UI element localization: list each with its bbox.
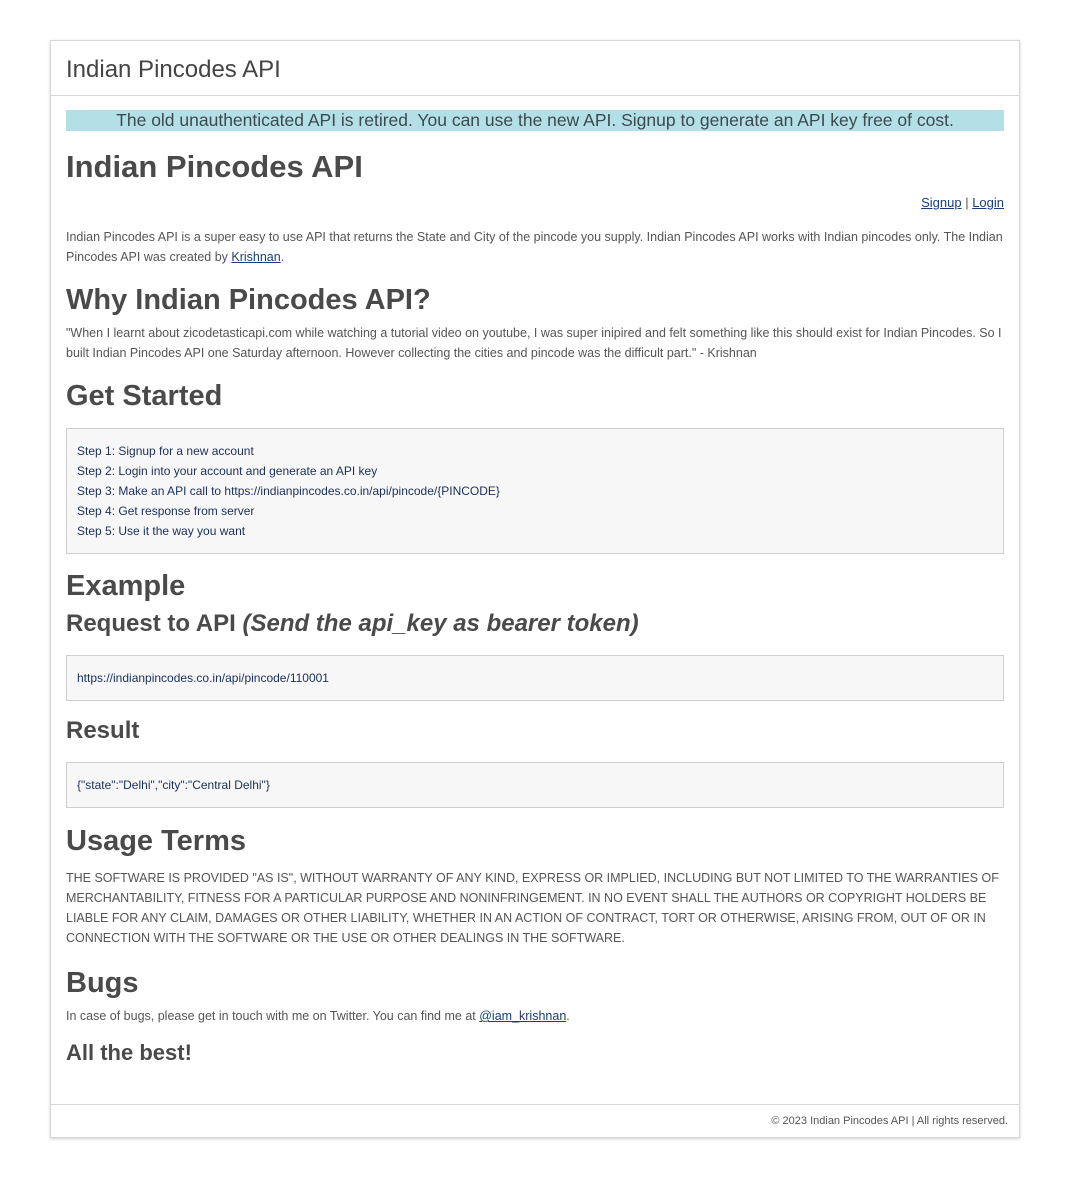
intro-paragraph [66,227,1004,267]
author-link[interactable]: Krishnan [231,250,281,264]
step-item: Step 4: Get response from server [77,504,255,518]
signup-link[interactable]: Signup [921,195,962,210]
steps-box [66,428,1004,554]
footer [51,1104,1019,1137]
get-started-heading: Get Started [66,380,223,412]
copyright-text: © 2023 Indian Pincodes API | All rights reserved. [771,1115,1008,1127]
step-item: Step 2: Login into your account and generate an API key [77,464,378,478]
request-url: https://indianpincodes.co.in/api/pincode/110001 [77,671,329,685]
intro-text: Indian Pincodes API is a super easy to use API that returns the State and City of the pincode you supply. Indian Pincodes API works with Indian pincodes only. The Indian Pincodes API was created by [66,230,1003,264]
request-box [66,655,1004,701]
result-heading: Result [66,717,140,744]
result-json: {"state":"Delhi","city":"Central Delhi"} [77,778,270,792]
bugs-heading: Bugs [66,967,139,999]
why-quote: "When I learnt about zicodetasticapi.com while watching a tutorial video on youtube, I was super inipired and felt something like this should exist for Indian Pincodes. So I built Indian Pincodes API one Saturday afternoon. However collecting the cities and pincode was the difficult part." - Krishnan [66,326,1002,360]
request-heading [66,609,1004,639]
auth-separator: | [961,195,973,210]
bugs-paragraph [66,1006,1004,1026]
request-note: (Send the api_key as bearer token) [242,610,639,637]
bugs-end: . [566,1009,570,1023]
intro-end: . [280,250,285,264]
auth-links [66,195,1004,213]
usage-terms-heading: Usage Terms [66,825,246,857]
login-link[interactable]: Login [972,195,1004,210]
card-header [51,41,1019,96]
result-box [66,762,1004,808]
retirement-banner: The old unauthenticated API is retired. You can use the new API. Signup to generate an API key free of cost. [66,110,1004,131]
why-heading: Why Indian Pincodes API? [66,284,431,316]
request-heading-text: Request to API [66,610,243,637]
header-title: Indian Pincodes API [66,56,281,83]
main-card [50,40,1020,1138]
twitter-link[interactable]: @iam_krishnan [479,1009,567,1023]
step-item: Step 3: Make an API call to https://indianpincodes.co.in/api/pincode/{PINCODE} [77,484,500,498]
card-body [51,96,1019,1067]
usage-terms-text: THE SOFTWARE IS PROVIDED "AS IS", WITHOUT WARRANTY OF ANY KIND, EXPRESS OR IMPLIED, INCLUDING BUT NOT LIMITED TO THE WARRANTIES OF MERCHANTABILITY, FITNESS FOR A PARTICULAR PURPOSE AND NONINFRINGEMENT. IN NO EVENT SHALL THE AUTHORS OR COPYRIGHT HOLDERS BE LIABLE FOR ANY CLAIM, DAMAGES OR OTHER LIABILITY, WHETHER IN AN ACTION OF CONTRACT, TORT OR OTHERWISE, ARISING FROM, OUT OF OR IN CONNECTION WITH THE SOFTWARE OR THE USE OR OTHER DEALINGS IN THE SOFTWARE. [66,871,999,945]
step-item: Step 5: Use it the way you want [77,524,246,538]
bugs-text: In case of bugs, please get in touch with me on Twitter. You can find me at [66,1009,480,1023]
step-item: Step 1: Signup for a new account [77,444,254,458]
page-title: Indian Pincodes API [66,149,363,184]
example-heading: Example [66,570,186,602]
closing-heading: All the best! [66,1040,192,1065]
